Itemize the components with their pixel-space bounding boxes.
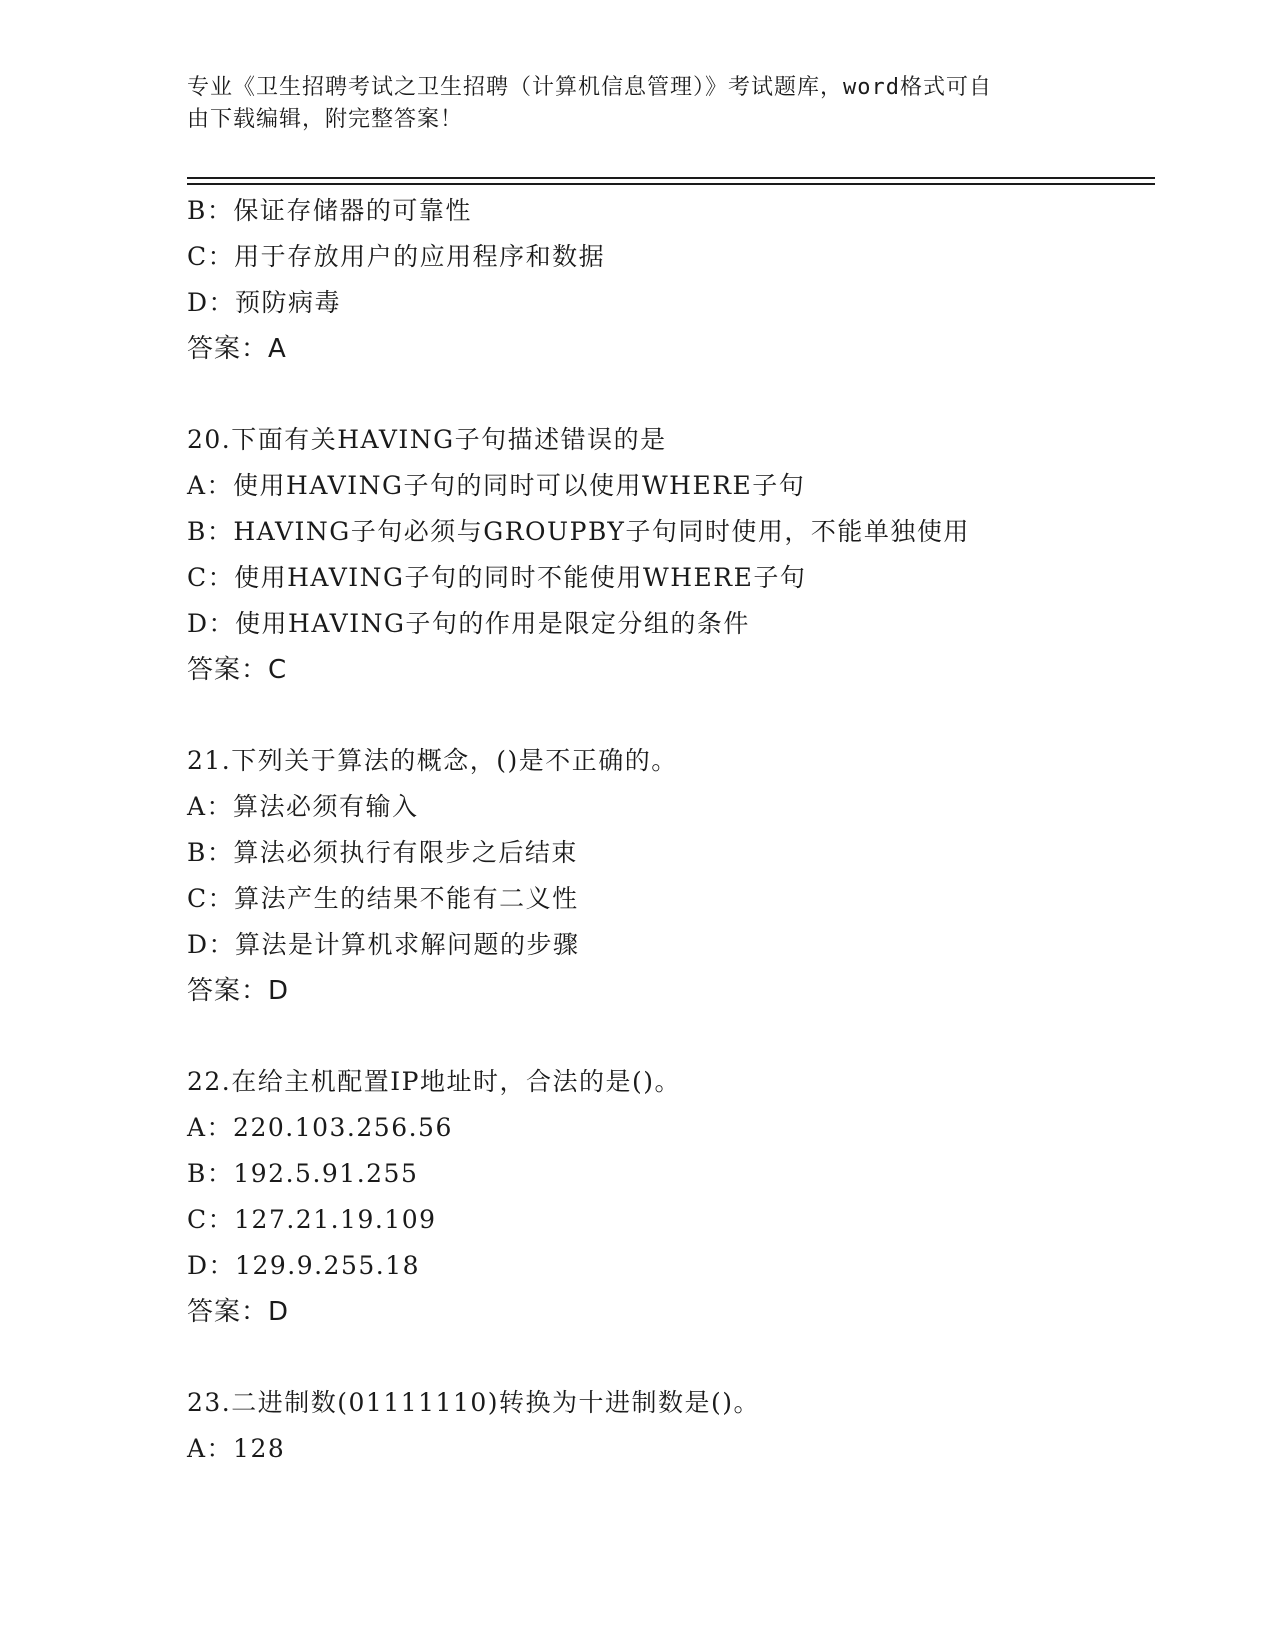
header-line-1: 专业《卫生招聘考试之卫生招聘（计算机信息管理）》考试题库，word格式可自	[187, 75, 992, 100]
spacer	[187, 693, 1147, 738]
option-b: B：192.5.91.255	[187, 1159, 419, 1188]
question-stem: 21.下列关于算法的概念，()是不正确的。	[187, 746, 678, 775]
option-a: A：128	[187, 1434, 286, 1463]
answer-line: 答案：D	[187, 976, 290, 1006]
question-block-partial	[187, 188, 1147, 372]
option-c: C：用于存放用户的应用程序和数据	[187, 242, 606, 271]
header-line-2: 由下载编辑，附完整答案！	[187, 107, 464, 132]
question-block-22	[187, 1059, 1147, 1335]
answer-line: 答案：A	[187, 334, 287, 364]
option-b: B：HAVING子句必须与GROUPBY子句同时使用，不能单独使用	[187, 517, 970, 546]
option-d: D：预防病毒	[187, 288, 342, 317]
option-a: A：220.103.256.56	[187, 1113, 453, 1142]
option-c: C：算法产生的结果不能有二义性	[187, 884, 579, 913]
document-header	[187, 72, 1087, 136]
option-c: C：127.21.19.109	[187, 1205, 437, 1234]
question-stem: 23.二进制数(01111110)转换为十进制数是()。	[187, 1388, 761, 1417]
question-list	[187, 188, 1147, 1472]
option-b: B：保证存储器的可靠性	[187, 196, 472, 225]
option-a: A：算法必须有输入	[187, 792, 419, 821]
header-divider-bottom	[187, 183, 1155, 185]
question-block-23	[187, 1380, 1147, 1472]
spacer	[187, 372, 1147, 417]
spacer	[187, 1014, 1147, 1059]
spacer	[187, 1335, 1147, 1380]
option-c: C：使用HAVING子句的同时不能使用WHERE子句	[187, 563, 807, 592]
option-d: D：使用HAVING子句的作用是限定分组的条件	[187, 609, 750, 638]
question-stem: 22.在给主机配置IP地址时，合法的是()。	[187, 1067, 681, 1096]
option-a: A：使用HAVING子句的同时可以使用WHERE子句	[187, 471, 806, 500]
question-block-21	[187, 738, 1147, 1014]
header-divider-top	[187, 177, 1155, 179]
answer-line: 答案：D	[187, 1297, 290, 1327]
option-d: D：129.9.255.18	[187, 1251, 421, 1280]
option-d: D：算法是计算机求解问题的步骤	[187, 930, 580, 959]
question-stem: 20.下面有关HAVING子句描述错误的是	[187, 425, 667, 454]
question-block-20	[187, 417, 1147, 693]
answer-line: 答案：C	[187, 655, 288, 685]
option-b: B：算法必须执行有限步之后结束	[187, 838, 578, 867]
